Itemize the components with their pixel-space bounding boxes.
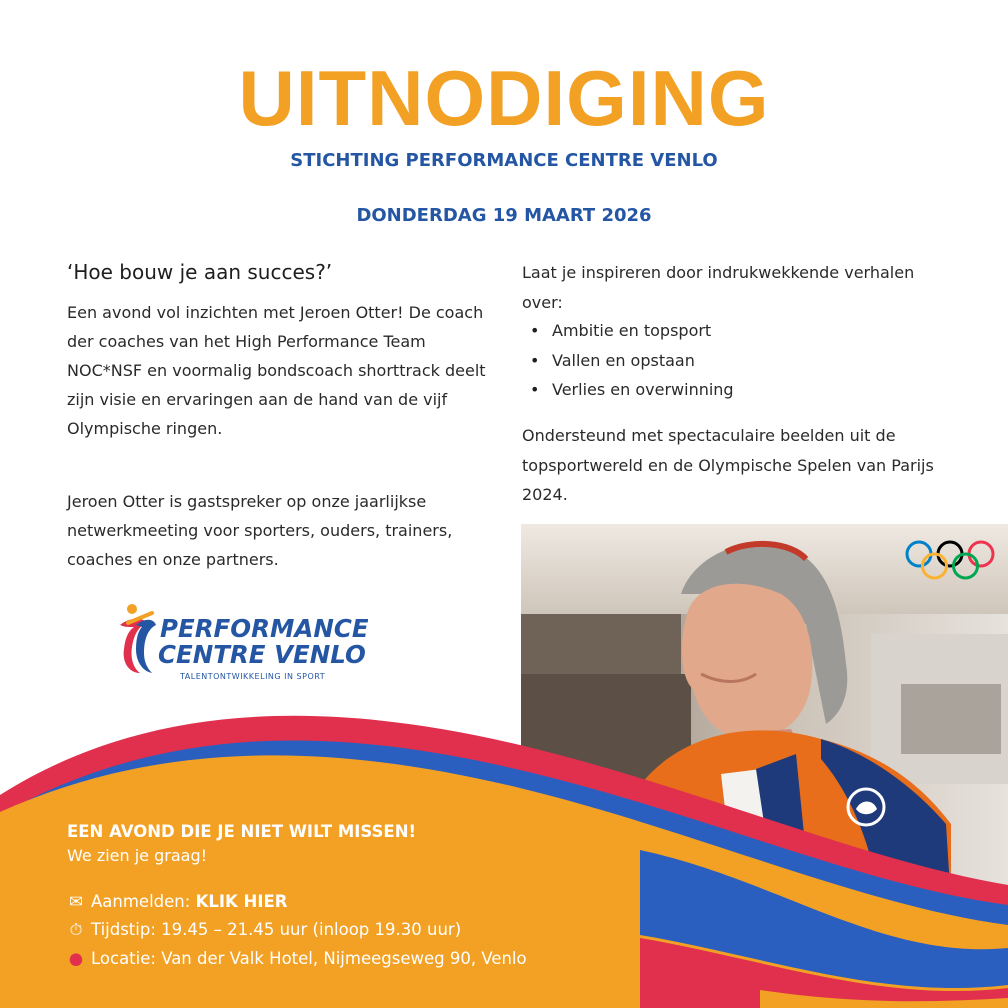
stories-intro: Laat je inspireren door indrukwekkende verhalen over:: [522, 263, 915, 312]
intro-paragraph: Een avond vol inzichten met Jeroen Otter! De coach der coaches van het High Performance Team NOC*NSF en voormalig bondscoach shorttrack deelt zijn visie en ervaringen aan de hand van de vijf Olympische ringen.: [67, 303, 486, 438]
location-text: Locatie: Van der Valk Hotel, Nijmeegseweg 90, Venlo: [91, 949, 527, 968]
visuals-paragraph: Ondersteund met spectaculaire beelden uit de topsportwereld en de Olympische Spelen van Parijs 2024.: [522, 426, 934, 504]
organisation-name: STICHTING PERFORMANCE CENTRE VENLO: [290, 150, 718, 171]
pin-icon: ●: [68, 949, 84, 968]
logo-line2: CENTRE VENLO: [158, 640, 366, 669]
event-subline: We zien je graag!: [67, 846, 208, 865]
logo-tagline: TALENTONTWIKKELING IN SPORT: [180, 672, 326, 681]
page-title: UITNODIGING: [238, 54, 770, 142]
register-label: Aanmelden:: [91, 892, 191, 911]
time-text: Tijdstip: 19.45 – 21.45 uur (inloop 19.30 uur): [91, 920, 462, 939]
register-link[interactable]: KLIK HIER: [195, 892, 288, 911]
logo-line1: PERFORMANCE: [160, 614, 368, 643]
event-headline: EEN AVOND DIE JE NIET WILT MISSEN!: [67, 822, 417, 841]
time-row: [67, 920, 461, 940]
list-item: • Ambitie en topsport: [552, 316, 972, 346]
event-date: DONDERDAG 19 MAART 2026: [356, 205, 652, 226]
clock-icon: ⏱: [69, 920, 83, 939]
location-row: [67, 949, 527, 968]
register-row: [67, 892, 287, 911]
quote-heading: ‘Hoe bouw je aan succes?’: [67, 260, 333, 284]
list-item: • Verlies en overwinning: [552, 375, 972, 405]
list-item: • Vallen en opstaan: [552, 346, 972, 376]
envelope-icon: ✉: [69, 892, 83, 911]
speaker-paragraph: Jeroen Otter is gastspreker op onze jaarlijkse netwerkmeeting voor sporters, ouders, trainers, coaches en onze partners.: [67, 492, 453, 569]
